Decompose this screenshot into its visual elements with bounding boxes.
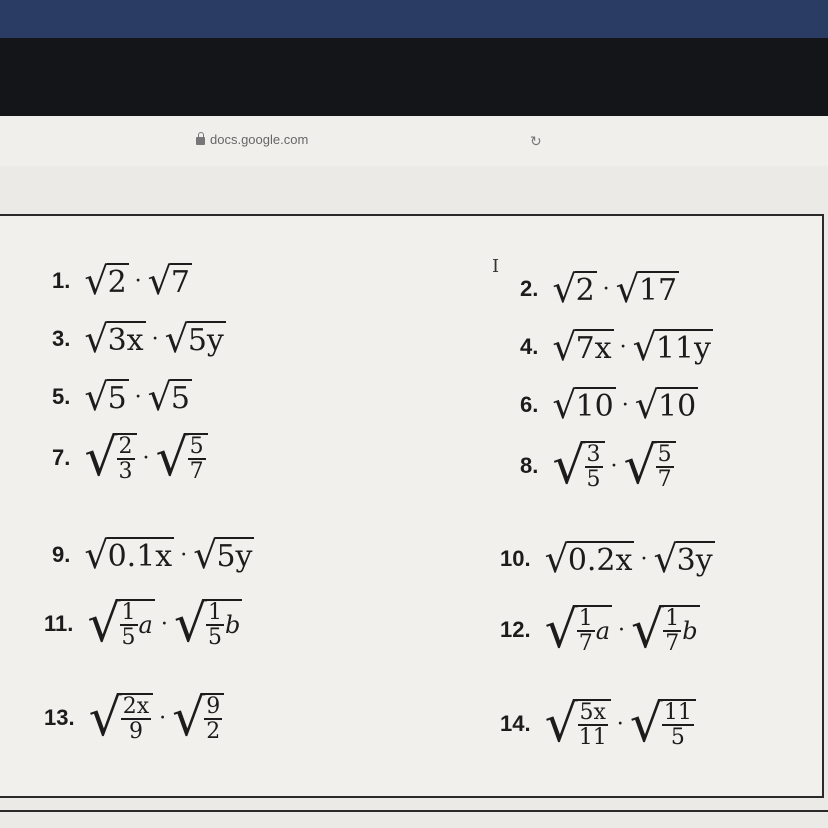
radical: √ $\frac{5x}{11}$: [545, 698, 611, 750]
text-cursor-icon: I: [492, 256, 500, 277]
problem-number: 11.: [44, 611, 74, 636]
radical: √ 5: [147, 375, 190, 419]
radical: √ 10: [634, 383, 697, 427]
problem-7: [52, 428, 208, 488]
radical: √ 0.1x: [84, 533, 173, 577]
problem-1: [52, 259, 192, 303]
radical: √ 5y: [193, 533, 253, 577]
problem-expression: √ $\frac{2}{3}$ · √ $\frac{5}{7}$: [84, 432, 207, 484]
url-display[interactable]: [196, 132, 308, 147]
problem-expression: √ 10 · √ 10: [552, 383, 697, 427]
problem-number: 8.: [520, 453, 539, 478]
problem-number: 13.: [44, 705, 75, 730]
problem-13: [44, 688, 224, 748]
problem-expression: √ $\frac{3}{5}$ · √ $\frac{5}{7}$: [552, 440, 675, 492]
problem-14: [500, 694, 696, 754]
problem-5: [52, 375, 192, 419]
problem-expression: √ 3x · √ 5y: [84, 317, 224, 361]
problem-11: [44, 594, 242, 654]
problem-number: 4.: [520, 334, 539, 359]
radical: √ $\frac{9}{2}$: [172, 692, 224, 744]
radical: √ 0.2x: [544, 537, 633, 581]
problem-expression: √ 2 · √ 7: [84, 259, 190, 303]
problem-number: 2.: [520, 276, 539, 301]
problem-expression: √ $\frac{1}{7}$ a · √ $\frac{1}{7}$ b: [544, 600, 698, 660]
problem-number: 9.: [52, 542, 71, 567]
problem-expression: √ 7x · √ 11y: [552, 325, 711, 369]
radical: √ 2: [552, 267, 595, 311]
problem-number: 1.: [52, 268, 71, 293]
top-bar: [0, 0, 828, 38]
problem-number: 6.: [520, 392, 539, 417]
reload-icon[interactable]: ↻: [530, 134, 542, 150]
problem-expression: √ 0.2x · √ 3y: [544, 537, 713, 581]
radical: √ $\frac{1}{5}$ b: [173, 594, 241, 654]
problem-number: 12.: [500, 617, 531, 642]
problem-expression: √ 0.1x · √ 5y: [84, 533, 253, 577]
problem-number: 14.: [500, 711, 531, 736]
problem-expression: √ $\frac{5x}{11}$ · √ $\frac{11}{5}$: [545, 698, 696, 750]
radical: √ 2: [84, 259, 127, 303]
screen-bezel: [0, 38, 828, 116]
radical: √ 17: [615, 267, 678, 311]
radical: √ $\frac{5}{7}$: [624, 440, 676, 492]
problem-number: 7.: [52, 445, 71, 470]
radical: √ $\frac{1}{5}$ a: [87, 594, 153, 654]
radical: √ $\frac{11}{5}$: [630, 698, 696, 750]
problem-3: [52, 317, 226, 361]
url-text: docs.google.com: [210, 132, 309, 147]
problem-expression: √ $\frac{2x}{9}$ · √ $\frac{9}{2}$: [89, 692, 225, 744]
radical: √ 7: [147, 259, 190, 303]
problem-10: [500, 537, 715, 581]
problem-number: 10.: [500, 546, 531, 571]
radical: √ $\frac{2}{3}$: [84, 432, 136, 484]
radical: √ 11y: [632, 325, 711, 369]
problem-expression: √ 5 · √ 5: [84, 375, 190, 419]
lock-icon: [196, 137, 205, 145]
worksheet-bottom-border: [0, 810, 828, 812]
problem-expression: √ 2 · √ 17: [552, 267, 678, 311]
radical: √ 7x: [552, 325, 612, 369]
radical: √ $\frac{2x}{9}$: [89, 692, 154, 744]
radical: √ $\frac{1}{7}$ b: [631, 600, 698, 660]
radical: √ 3x: [84, 317, 144, 361]
radical: √ 3y: [653, 537, 713, 581]
address-bar[interactable]: [0, 116, 828, 167]
problem-2: [520, 267, 679, 311]
problem-6: [520, 383, 698, 427]
radical: √ $\frac{5}{7}$: [156, 432, 208, 484]
problem-expression: √ $\frac{1}{5}$ a · √ $\frac{1}{5}$ b: [87, 594, 241, 654]
problem-4: [520, 325, 713, 369]
radical: √ $\frac{3}{5}$: [552, 440, 604, 492]
problem-12: [500, 600, 700, 660]
problem-9: [52, 533, 254, 577]
radical: √ 5: [84, 375, 127, 419]
radical: √ $\frac{1}{7}$ a: [544, 600, 611, 660]
problem-number: 3.: [52, 326, 71, 351]
problem-number: 5.: [52, 384, 71, 409]
radical: √ 10: [552, 383, 614, 427]
radical: √ 5y: [164, 317, 224, 361]
problem-8: [520, 436, 676, 496]
